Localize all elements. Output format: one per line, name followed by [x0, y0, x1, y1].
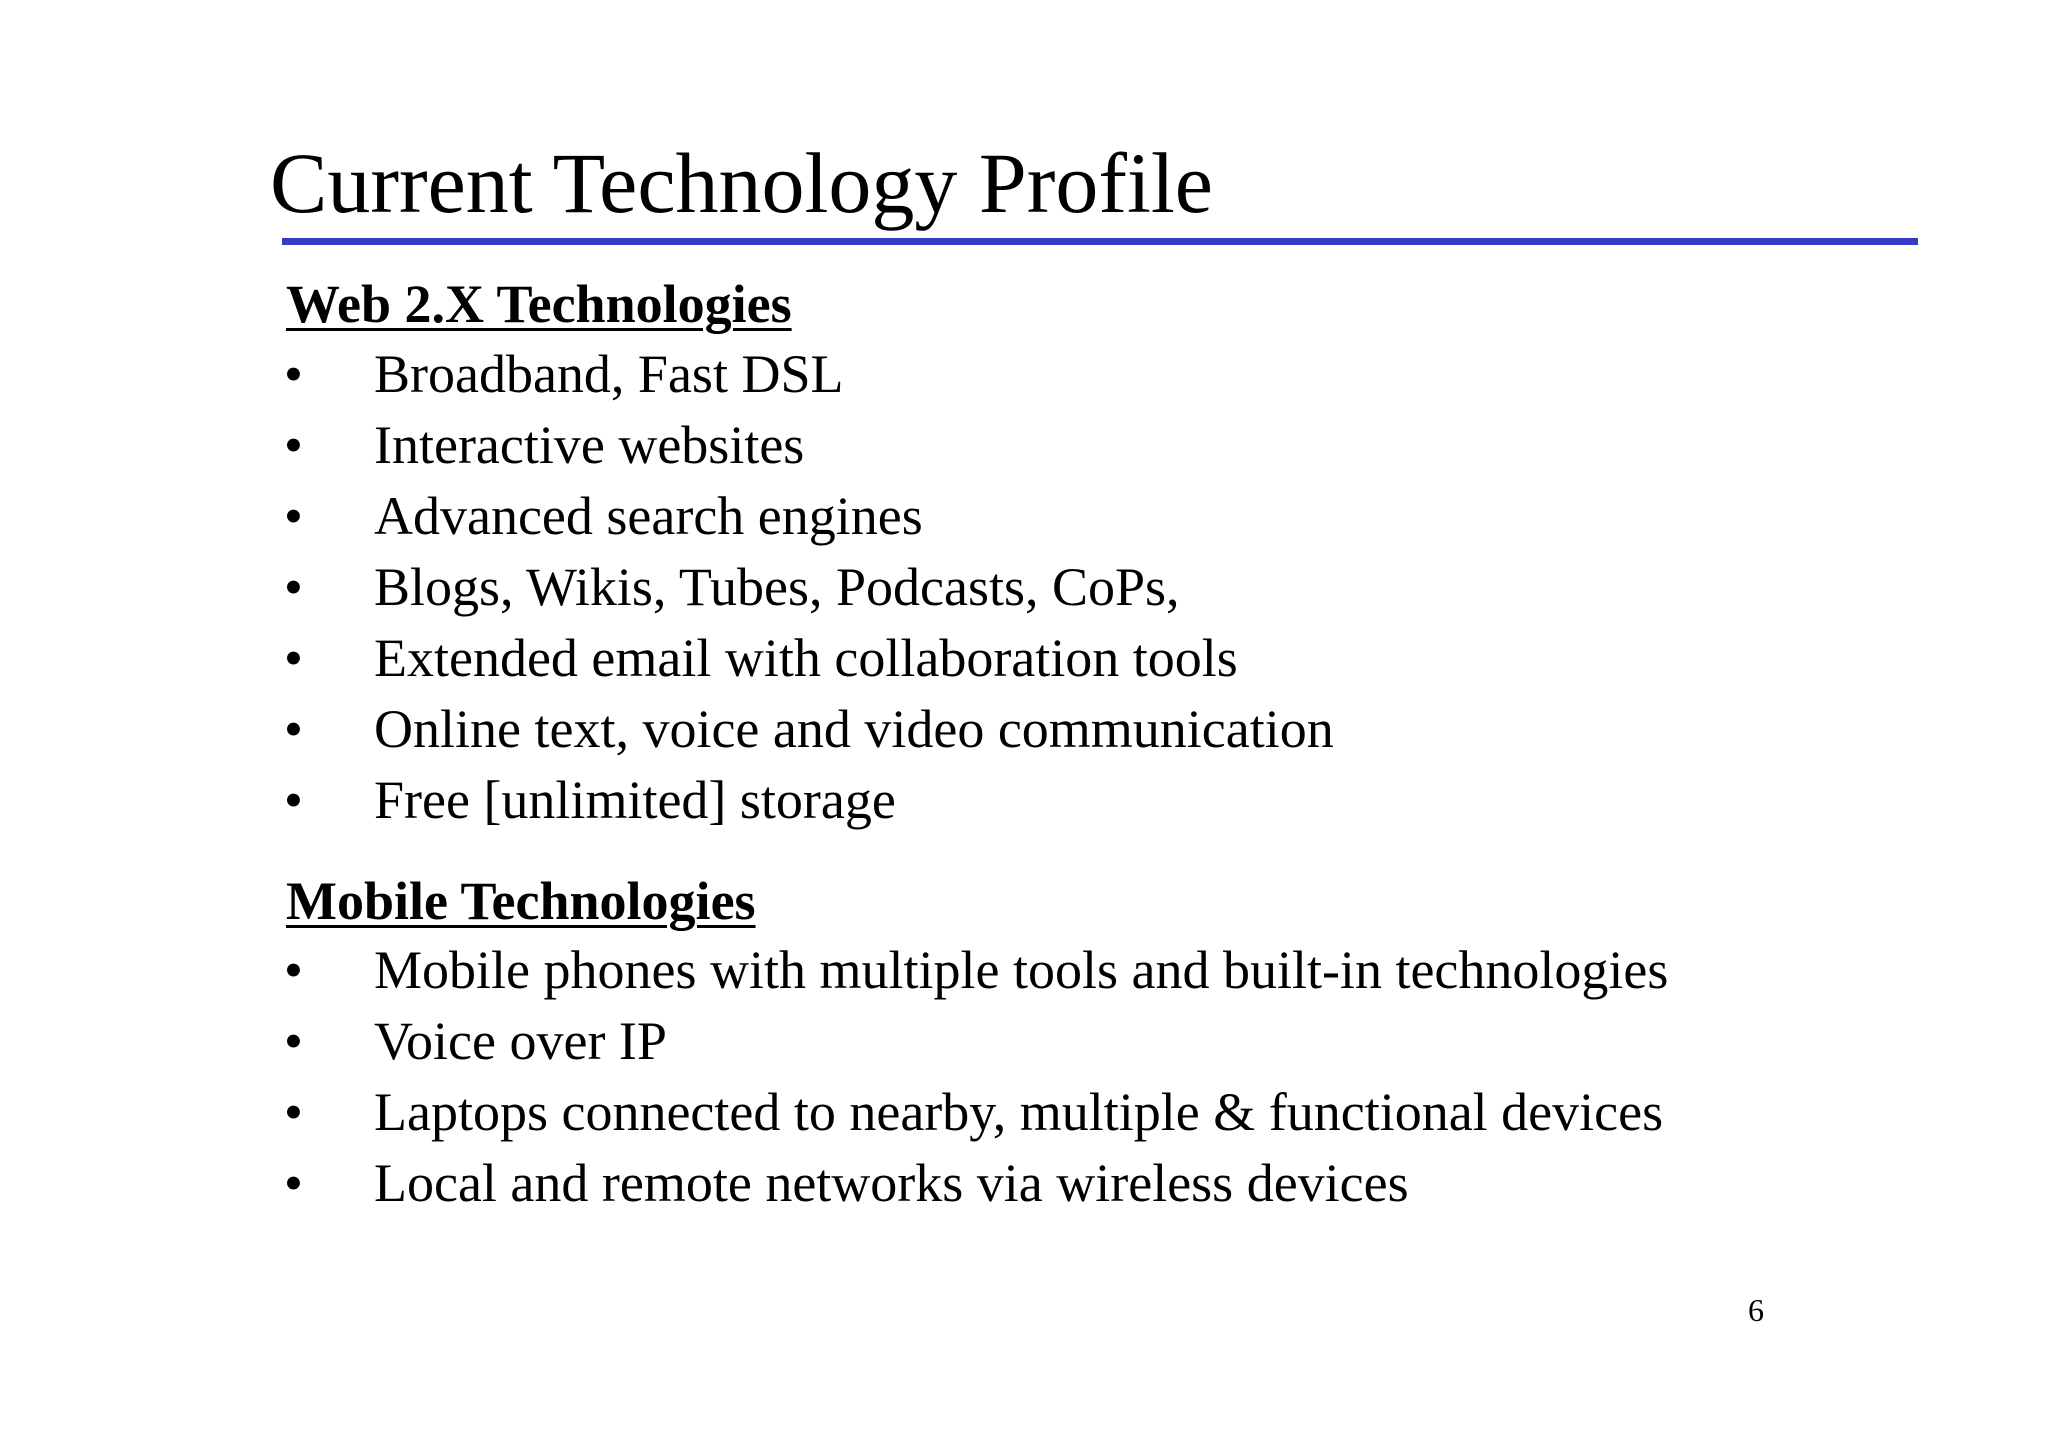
list-item-text: Extended email with collaboration tools [374, 628, 1238, 688]
bullet-icon: • [284, 344, 303, 404]
list-item-text: Voice over IP [374, 1011, 667, 1071]
bullet-icon: • [284, 770, 303, 830]
list-item-text: Free [unlimited] storage [374, 770, 896, 830]
list-item-text: Advanced search engines [374, 486, 923, 546]
bullet-icon: • [284, 1082, 303, 1142]
bullet-icon: • [284, 1153, 303, 1213]
bullet-icon: • [284, 1011, 303, 1071]
bullet-icon: • [284, 486, 303, 546]
list-item-text: Online text, voice and video communication [374, 699, 1334, 759]
list-item-text: Mobile phones with multiple tools and built-in technologies [374, 940, 1669, 1000]
page-number: 6 [1748, 1292, 1764, 1328]
title-divider [282, 238, 1918, 245]
slide-title: Current Technology Profile [270, 135, 1213, 231]
list-item-text: Interactive websites [374, 415, 805, 475]
list-item-text: Laptops connected to nearby, multiple & functional devices [374, 1082, 1664, 1142]
bullet-icon: • [284, 628, 303, 688]
list-item-text: Broadband, Fast DSL [374, 344, 844, 404]
list-item-text: Blogs, Wikis, Tubes, Podcasts, CoPs, [374, 557, 1180, 617]
section-heading-web: Web 2.X Technologies [286, 274, 792, 334]
bullet-icon: • [284, 699, 303, 759]
bullet-icon: • [284, 940, 303, 1000]
bullet-icon: • [284, 415, 303, 475]
section-heading-mobile: Mobile Technologies [286, 871, 756, 931]
bullet-icon: • [284, 557, 303, 617]
list-item-text: Local and remote networks via wireless devices [374, 1153, 1409, 1213]
